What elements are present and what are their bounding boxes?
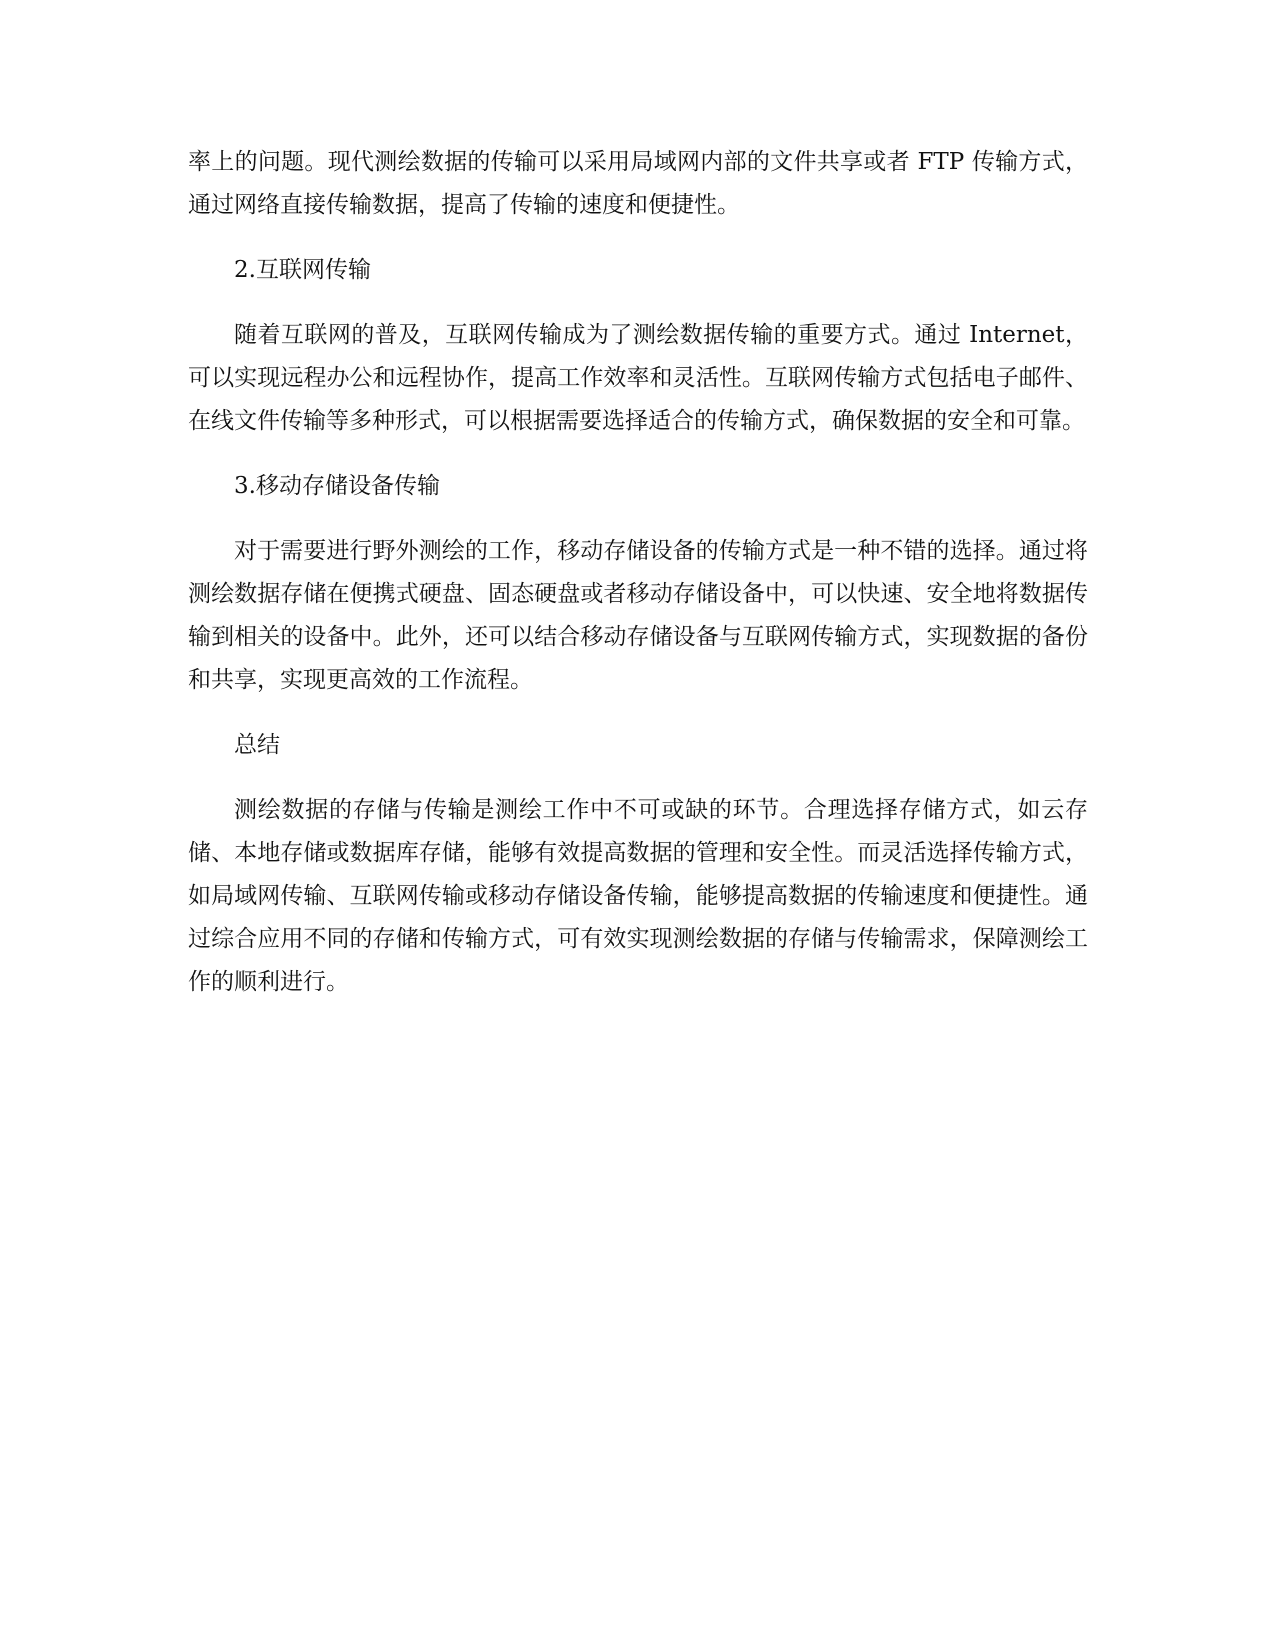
document-body — [188, 141, 1088, 1026]
paragraph-lan-transfer-continuation: 率上的问题。现代测绘数据的传输可以采用局域网内部的文件共享或者 FTP 传输方式，通过网络直接传输数据，提高了传输的速度和便捷性。 — [188, 149, 1088, 218]
section-heading-mobile-storage-transfer: 3.移动存储设备传输 — [234, 473, 440, 499]
section-heading-summary: 总结 — [234, 732, 280, 758]
paragraph-mobile-storage-transfer: 对于需要进行野外测绘的工作，移动存储设备的传输方式是一种不错的选择。通过将测绘数据存储在便携式硬盘、固态硬盘或者移动存储设备中，可以快速、安全地将数据传输到相关的设备中。此外，还可以结合移动存储设备与互联网传输方式，实现数据的备份和共享，实现更高效的工作流程。 — [188, 538, 1088, 693]
section-heading-internet-transfer: 2.互联网传输 — [234, 257, 371, 283]
paragraph-internet-transfer: 随着互联网的普及，互联网传输成为了测绘数据传输的重要方式。通过 Internet，可以实现远程办公和远程协作，提高工作效率和灵活性。互联网传输方式包括电子邮件、在线文件传输等多种形式，可以根据需要选择适合的传输方式，确保数据的安全和可靠。 — [188, 322, 1088, 434]
paragraph-summary: 测绘数据的存储与传输是测绘工作中不可或缺的环节。合理选择存储方式，如云存储、本地存储或数据库存储，能够有效提高数据的管理和安全性。而灵活选择传输方式，如局域网传输、互联网传输或移动存储设备传输，能够提高数据的传输速度和便捷性。通过综合应用不同的存储和传输方式，可有效实现测绘数据的存储与传输需求，保障测绘工作的顺利进行。 — [188, 797, 1088, 995]
